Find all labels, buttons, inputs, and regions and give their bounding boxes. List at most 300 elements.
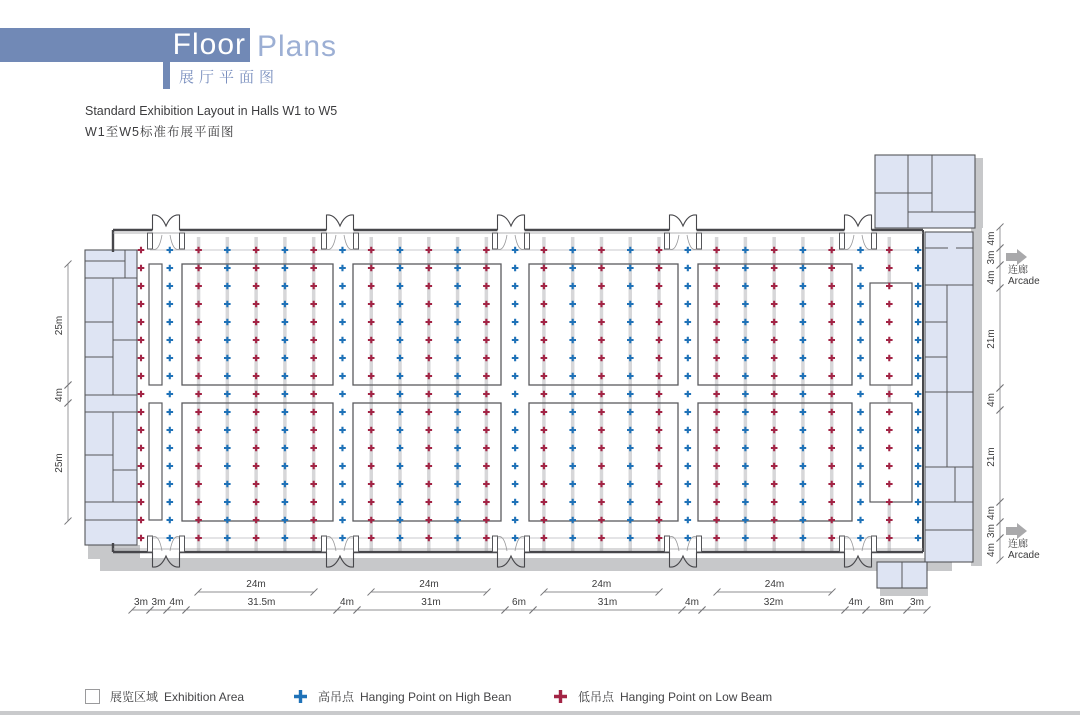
hanging-point-high xyxy=(800,265,807,272)
hanging-point-high xyxy=(569,265,576,272)
hanging-point-low xyxy=(771,301,778,308)
hanging-point-low xyxy=(138,337,145,344)
hanging-point-high xyxy=(569,373,576,380)
door-leaf xyxy=(840,536,845,552)
hanging-point-high xyxy=(800,409,807,416)
dimension-label: 3m xyxy=(134,597,148,608)
hanging-point-low xyxy=(483,247,490,254)
hanging-point-low xyxy=(483,373,490,380)
hanging-point-high xyxy=(800,463,807,470)
hanging-point-high xyxy=(685,499,692,506)
hanging-point-low xyxy=(483,319,490,326)
low-beam-cross-icon xyxy=(553,689,568,704)
door-leaf xyxy=(180,233,185,249)
hanging-point-low xyxy=(541,535,548,542)
legend-label-cn: 低吊点 xyxy=(578,690,615,704)
hanging-point-high xyxy=(800,337,807,344)
hanging-point-low xyxy=(828,355,835,362)
hanging-point-low xyxy=(771,355,778,362)
dimension-label: 6m xyxy=(512,597,526,608)
hanging-point-low xyxy=(253,247,260,254)
hanging-point-high xyxy=(915,409,922,416)
hanging-point-low xyxy=(713,499,720,506)
hanging-point-low xyxy=(656,499,663,506)
legend-label-en: Hanging Point on High Bean xyxy=(360,689,512,704)
hanging-point-high xyxy=(915,337,922,344)
door-leaf xyxy=(493,233,498,249)
hanging-point-high xyxy=(512,391,519,398)
hanging-point-high xyxy=(742,517,749,524)
hanging-point-high xyxy=(167,319,174,326)
hanging-point-low xyxy=(541,463,548,470)
hanging-point-high xyxy=(339,373,346,380)
hanging-point-high xyxy=(224,391,231,398)
hanging-point-high xyxy=(282,463,289,470)
door-swing-arc xyxy=(845,215,872,230)
door-leaf xyxy=(872,536,877,552)
hanging-point-low xyxy=(886,517,893,524)
hanging-point-high xyxy=(397,373,404,380)
hanging-point-low xyxy=(483,409,490,416)
hanging-point-low xyxy=(426,337,433,344)
hanging-point-high xyxy=(627,427,634,434)
hanging-point-high xyxy=(742,391,749,398)
hanging-point-low xyxy=(310,283,317,290)
dimension-label: 4m xyxy=(986,393,997,407)
hanging-point-low xyxy=(886,391,893,398)
door-leaf xyxy=(354,536,359,552)
door-leaf xyxy=(665,233,670,249)
hanging-point-low xyxy=(713,373,720,380)
hanging-point-low xyxy=(598,427,605,434)
dimension-label: 4m xyxy=(169,597,184,608)
hanging-point-high xyxy=(857,319,864,326)
hanging-point-high xyxy=(627,517,634,524)
hanging-point-low xyxy=(771,481,778,488)
hanging-point-low xyxy=(310,247,317,254)
hanging-point-high xyxy=(167,391,174,398)
hanging-point-low xyxy=(310,355,317,362)
hanging-point-low xyxy=(598,391,605,398)
hanging-point-low xyxy=(195,283,202,290)
hanging-point-high xyxy=(339,427,346,434)
hanging-point-high xyxy=(685,373,692,380)
arcade-label-cn: 连廊 xyxy=(1008,539,1028,550)
hanging-point-high xyxy=(742,283,749,290)
hanging-point-low xyxy=(713,481,720,488)
hanging-point-low xyxy=(886,247,893,254)
hanging-point-low xyxy=(253,355,260,362)
hanging-point-low xyxy=(138,427,145,434)
hanging-point-low xyxy=(598,319,605,326)
hanging-point-high xyxy=(397,481,404,488)
hanging-point-high xyxy=(167,301,174,308)
page-title-primary: Floor xyxy=(172,28,246,61)
hanging-point-low xyxy=(541,445,548,452)
hanging-point-low xyxy=(541,337,548,344)
door-swing-arc xyxy=(498,215,525,230)
hanging-point-high xyxy=(454,319,461,326)
side-booth-rect xyxy=(149,403,162,520)
hanging-point-high xyxy=(339,319,346,326)
hanging-point-high xyxy=(569,409,576,416)
hanging-point-high xyxy=(167,283,174,290)
hanging-point-high xyxy=(339,283,346,290)
hanging-point-low xyxy=(426,517,433,524)
dimension-label: 25m xyxy=(54,315,65,336)
hanging-point-low xyxy=(253,409,260,416)
hanging-point-low xyxy=(195,391,202,398)
dimension-label: 4m xyxy=(685,597,699,608)
hanging-point-high xyxy=(512,427,519,434)
hanging-point-high xyxy=(397,247,404,254)
hanging-point-high xyxy=(857,445,864,452)
hanging-point-high xyxy=(857,499,864,506)
room-block xyxy=(875,155,975,228)
hanging-point-low xyxy=(656,373,663,380)
hanging-point-low xyxy=(598,409,605,416)
hanging-point-low xyxy=(713,355,720,362)
hanging-point-low xyxy=(483,535,490,542)
hanging-point-high xyxy=(685,445,692,452)
hanging-point-high xyxy=(282,391,289,398)
hanging-point-high xyxy=(224,427,231,434)
hanging-point-low xyxy=(598,463,605,470)
hanging-point-high xyxy=(627,499,634,506)
door-leaf xyxy=(148,536,153,552)
hanging-point-low xyxy=(713,337,720,344)
hanging-point-high xyxy=(915,355,922,362)
hanging-point-high xyxy=(857,283,864,290)
hanging-point-low xyxy=(541,283,548,290)
hanging-point-high xyxy=(282,283,289,290)
hanging-point-high xyxy=(282,427,289,434)
hanging-point-high xyxy=(569,445,576,452)
hanging-point-low xyxy=(426,319,433,326)
hanging-point-low xyxy=(368,265,375,272)
hanging-point-high xyxy=(915,301,922,308)
hanging-point-high xyxy=(454,247,461,254)
hanging-point-high xyxy=(339,265,346,272)
dimension-label: 4m xyxy=(848,597,863,608)
hanging-point-low xyxy=(138,535,145,542)
hanging-point-high xyxy=(167,409,174,416)
hanging-point-high xyxy=(397,535,404,542)
hanging-point-low xyxy=(368,499,375,506)
hanging-point-low xyxy=(426,301,433,308)
hanging-point-low xyxy=(771,535,778,542)
hanging-point-low xyxy=(138,319,145,326)
hanging-point-high xyxy=(857,463,864,470)
door-leaf xyxy=(525,233,530,249)
hanging-point-high xyxy=(742,355,749,362)
hanging-point-low xyxy=(195,463,202,470)
hanging-point-low xyxy=(138,355,145,362)
hanging-point-low xyxy=(541,373,548,380)
hanging-point-high xyxy=(569,481,576,488)
dimension-label: 21m xyxy=(986,447,997,467)
hanging-point-low xyxy=(713,283,720,290)
hanging-point-high xyxy=(800,445,807,452)
hanging-point-low xyxy=(713,445,720,452)
hanging-point-low xyxy=(656,337,663,344)
hanging-point-low xyxy=(828,247,835,254)
hanging-point-high xyxy=(915,535,922,542)
hanging-point-low xyxy=(656,319,663,326)
hanging-point-low xyxy=(310,373,317,380)
hanging-point-high xyxy=(742,409,749,416)
hanging-point-high xyxy=(224,445,231,452)
dimension-label: 21m xyxy=(986,329,997,349)
hanging-point-low xyxy=(771,283,778,290)
hanging-point-high xyxy=(282,409,289,416)
hanging-point-high xyxy=(569,463,576,470)
hanging-point-high xyxy=(857,265,864,272)
hanging-point-low xyxy=(771,247,778,254)
hanging-point-high xyxy=(282,517,289,524)
hanging-point-high xyxy=(167,247,174,254)
hanging-point-high xyxy=(685,319,692,326)
hanging-point-low xyxy=(771,373,778,380)
dimension-label: 31m xyxy=(597,597,618,608)
shadows xyxy=(88,158,983,596)
hanging-point-low xyxy=(253,283,260,290)
hanging-point-low xyxy=(656,517,663,524)
exhibition-booth-block xyxy=(353,264,501,385)
hanging-point-low xyxy=(368,463,375,470)
hanging-point-high xyxy=(454,481,461,488)
hanging-point-high xyxy=(339,355,346,362)
hanging-point-low xyxy=(713,391,720,398)
hanging-point-high xyxy=(167,355,174,362)
hanging-point-low xyxy=(771,499,778,506)
hanging-point-high xyxy=(339,445,346,452)
dimension-label: 25m xyxy=(54,453,65,473)
dimension-label: 4m xyxy=(986,506,997,520)
hanging-point-low xyxy=(656,283,663,290)
hanging-point-high xyxy=(627,409,634,416)
hanging-point-high xyxy=(742,265,749,272)
hanging-point-high xyxy=(512,301,519,308)
hanging-point-low xyxy=(828,337,835,344)
hanging-point-high xyxy=(627,319,634,326)
arcade-label-en: Arcade xyxy=(1008,276,1040,287)
dimension-label: 24m xyxy=(591,579,612,590)
hanging-point-low xyxy=(138,283,145,290)
hanging-point-low xyxy=(483,391,490,398)
hanging-point-high xyxy=(915,499,922,506)
hanging-point-low xyxy=(195,373,202,380)
hanging-point-high xyxy=(627,283,634,290)
hanging-point-high xyxy=(685,427,692,434)
hanging-point-low xyxy=(138,247,145,254)
legend-label-en: Hanging Point on Low Beam xyxy=(620,689,773,704)
hanging-point-low xyxy=(541,427,548,434)
hanging-point-low xyxy=(195,517,202,524)
hanging-point-low xyxy=(368,301,375,308)
hanging-point-high xyxy=(627,247,634,254)
hanging-point-low xyxy=(483,265,490,272)
exhibition-booth-block xyxy=(353,403,501,521)
hanging-point-high xyxy=(282,445,289,452)
hanging-point-high xyxy=(339,247,346,254)
hanging-point-low xyxy=(541,481,548,488)
hanging-point-high xyxy=(397,265,404,272)
hanging-point-high xyxy=(685,301,692,308)
hanging-point-high xyxy=(397,391,404,398)
hanging-point-high xyxy=(397,301,404,308)
side-booth-rect xyxy=(149,264,162,385)
hanging-point-high xyxy=(224,517,231,524)
hanging-point-low xyxy=(426,499,433,506)
hanging-point-high xyxy=(742,337,749,344)
hanging-point-high xyxy=(569,247,576,254)
hanging-point-high xyxy=(800,373,807,380)
hanging-point-low xyxy=(310,463,317,470)
hanging-point-low xyxy=(598,301,605,308)
hanging-point-low xyxy=(310,409,317,416)
hanging-point-high xyxy=(685,517,692,524)
hanging-point-high xyxy=(800,499,807,506)
hanging-point-high xyxy=(397,445,404,452)
hanging-point-high xyxy=(915,391,922,398)
hanging-point-high xyxy=(282,373,289,380)
hanging-point-low xyxy=(828,481,835,488)
hanging-point-high xyxy=(685,391,692,398)
hanging-point-low xyxy=(195,337,202,344)
hanging-point-high xyxy=(512,481,519,488)
hanging-point-high xyxy=(685,283,692,290)
hanging-point-high xyxy=(627,301,634,308)
hanging-point-high xyxy=(512,535,519,542)
hanging-point-low xyxy=(598,265,605,272)
hanging-point-low xyxy=(828,319,835,326)
hanging-point-low xyxy=(483,463,490,470)
hanging-point-low xyxy=(138,463,145,470)
dimension-label: 4m xyxy=(986,543,997,557)
hanging-point-high xyxy=(224,535,231,542)
hanging-point-low xyxy=(656,355,663,362)
hanging-point-high xyxy=(742,427,749,434)
hanging-point-high xyxy=(569,337,576,344)
hanging-point-low xyxy=(195,427,202,434)
hanging-point-low xyxy=(426,535,433,542)
hanging-point-low xyxy=(368,319,375,326)
dimension-label: 3m xyxy=(986,250,997,265)
hanging-point-high xyxy=(512,319,519,326)
hanging-point-high xyxy=(857,391,864,398)
hanging-point-low xyxy=(195,409,202,416)
hanging-point-low xyxy=(541,517,548,524)
hanging-point-high xyxy=(800,427,807,434)
hanging-point-high xyxy=(454,463,461,470)
hanging-point-low xyxy=(253,517,260,524)
hanging-point-low xyxy=(771,517,778,524)
hanging-point-high xyxy=(685,355,692,362)
door-leaf xyxy=(872,233,877,249)
hanging-point-low xyxy=(426,265,433,272)
hanging-point-low xyxy=(713,319,720,326)
hanging-point-high xyxy=(857,355,864,362)
hanging-point-low xyxy=(483,301,490,308)
hanging-point-high xyxy=(512,499,519,506)
door-leaf xyxy=(697,536,702,552)
hanging-point-high xyxy=(224,337,231,344)
hanging-point-high xyxy=(569,535,576,542)
hanging-point-high xyxy=(742,535,749,542)
hanging-point-high xyxy=(685,481,692,488)
hanging-point-high xyxy=(915,265,922,272)
hanging-point-low xyxy=(310,301,317,308)
hanging-point-low xyxy=(253,265,260,272)
dimension-label: 31m xyxy=(421,597,441,608)
dimension-label: 31.5m xyxy=(247,597,276,608)
hanging-point-high xyxy=(339,535,346,542)
hanging-point-low xyxy=(828,445,835,452)
hanging-point-high xyxy=(800,301,807,308)
hanging-point-high xyxy=(512,445,519,452)
hanging-point-high xyxy=(685,265,692,272)
hanging-point-high xyxy=(915,445,922,452)
hanging-point-high xyxy=(224,265,231,272)
hanging-point-high xyxy=(857,247,864,254)
hanging-point-high xyxy=(857,409,864,416)
hanging-point-high xyxy=(685,463,692,470)
hanging-point-low xyxy=(598,373,605,380)
hanging-point-low xyxy=(828,265,835,272)
hanging-point-low xyxy=(310,265,317,272)
hanging-point-low xyxy=(828,499,835,506)
hanging-point-high xyxy=(397,427,404,434)
hanging-point-high xyxy=(282,535,289,542)
side-booth-rect xyxy=(870,283,912,385)
arcade-label-en: Arcade xyxy=(1008,550,1040,561)
legend-item-exhibition-area xyxy=(85,688,244,705)
hanging-point-low xyxy=(426,481,433,488)
booth-blocks xyxy=(149,264,912,521)
hanging-point-high xyxy=(454,283,461,290)
hanging-point-high xyxy=(857,481,864,488)
hanging-point-low xyxy=(253,445,260,452)
hanging-point-high xyxy=(627,481,634,488)
hanging-point-high xyxy=(627,373,634,380)
hanging-point-high xyxy=(569,499,576,506)
hanging-point-high xyxy=(397,463,404,470)
hanging-point-low xyxy=(541,355,548,362)
hanging-point-low xyxy=(656,409,663,416)
hanging-point-low xyxy=(828,427,835,434)
door-leaf xyxy=(525,536,530,552)
hanging-point-low xyxy=(656,445,663,452)
hanging-point-low xyxy=(368,409,375,416)
dimension-label: 8m xyxy=(879,597,894,608)
hanging-point-low xyxy=(426,409,433,416)
hanging-point-high xyxy=(167,481,174,488)
hanging-point-high xyxy=(569,517,576,524)
hanging-point-high xyxy=(742,301,749,308)
hanging-point-low xyxy=(541,499,548,506)
hanging-point-low xyxy=(310,427,317,434)
hanging-point-high xyxy=(224,355,231,362)
exhibition-area-swatch xyxy=(85,689,100,704)
dimension-label: 24m xyxy=(419,579,439,590)
hanging-point-high xyxy=(454,499,461,506)
hanging-point-low xyxy=(771,265,778,272)
room-block xyxy=(925,232,973,562)
door-swing-arc xyxy=(153,215,180,230)
hanging-point-high xyxy=(454,355,461,362)
hanging-point-low xyxy=(138,517,145,524)
